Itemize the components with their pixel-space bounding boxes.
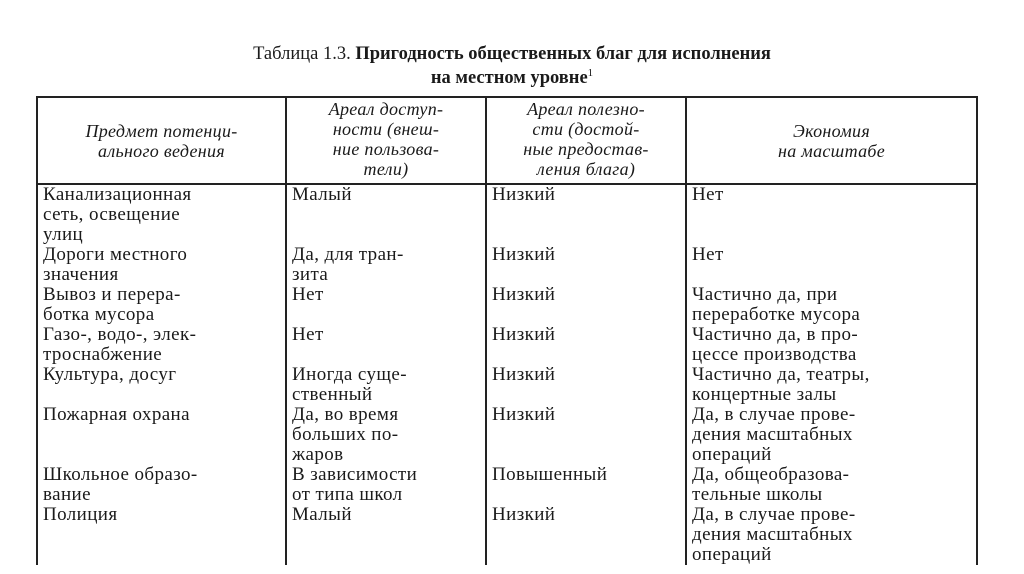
cell-utility: Низкий: [486, 505, 686, 565]
cell-scale: Нет: [686, 184, 977, 245]
cell-subject: Канализационная сеть, освещение улиц: [37, 184, 286, 245]
caption-line-2: [0, 66, 1024, 90]
cell-utility: Низкий: [486, 365, 686, 405]
cell-access: Нет: [286, 285, 486, 325]
cell-access: Малый: [286, 505, 486, 565]
table-row: [37, 325, 977, 365]
cell-subject: Пожарная охрана: [37, 405, 286, 465]
cell-access: Иногда суще- ственный: [286, 365, 486, 405]
cell-access: Нет: [286, 325, 486, 365]
cell-access: Малый: [286, 184, 486, 245]
cell-utility: Повышенный: [486, 465, 686, 505]
cell-access: Да, для тран- зита: [286, 245, 486, 285]
header-access-area: Ареал доступ- ности (внеш- ние пользова- тели): [286, 97, 486, 184]
cell-scale: Да, в случае прове- дения масштабных операций: [686, 505, 977, 565]
table-row: [37, 365, 977, 405]
table-row: [37, 285, 977, 325]
header-subject: Предмет потенци- ального ведения: [37, 97, 286, 184]
cell-access: В зависимости от типа школ: [286, 465, 486, 505]
table-row: [37, 505, 977, 565]
table-row: [37, 245, 977, 285]
cell-scale: Да, в случае прове- дения масштабных операций: [686, 405, 977, 465]
caption-title-1: Пригодность общественных благ для исполнения: [355, 44, 771, 64]
table-row: [37, 184, 977, 245]
header-scale-economy: Экономия на масштабе: [686, 97, 977, 184]
cell-utility: Низкий: [486, 184, 686, 245]
cell-access: Да, во время больших по- жаров: [286, 405, 486, 465]
cell-scale: Частично да, в про- цессе производства: [686, 325, 977, 365]
table-body: [37, 184, 977, 565]
cell-subject: Вывоз и перера- ботка мусора: [37, 285, 286, 325]
goods-suitability-table: [36, 96, 978, 565]
table-header: [37, 97, 977, 184]
cell-subject: Школьное образо- вание: [37, 465, 286, 505]
cell-scale: Нет: [686, 245, 977, 285]
cell-scale: Частично да, при переработке мусора: [686, 285, 977, 325]
table-row: [37, 405, 977, 465]
caption-label: Таблица 1.3.: [253, 44, 351, 64]
caption-title-2: на местном уровне: [430, 68, 588, 88]
cell-utility: Низкий: [486, 405, 686, 465]
footnote-mark: 1: [587, 67, 594, 79]
cell-utility: Низкий: [486, 285, 686, 325]
table-row: [37, 465, 977, 505]
header-row: [37, 97, 977, 184]
cell-scale: Частично да, театры, концертные залы: [686, 365, 977, 405]
cell-subject: Полиция: [37, 505, 286, 565]
table-caption: [0, 42, 1024, 90]
cell-subject: Газо-, водо-, элек- троснабжение: [37, 325, 286, 365]
cell-utility: Низкий: [486, 245, 686, 285]
cell-scale: Да, общеобразова- тельные школы: [686, 465, 977, 505]
caption-line-1: [0, 42, 1024, 66]
cell-utility: Низкий: [486, 325, 686, 365]
header-utility-area: Ареал полезно- сти (достой- ные предостав- ления блага): [486, 97, 686, 184]
cell-subject: Культура, досуг: [37, 365, 286, 405]
cell-subject: Дороги местного значения: [37, 245, 286, 285]
